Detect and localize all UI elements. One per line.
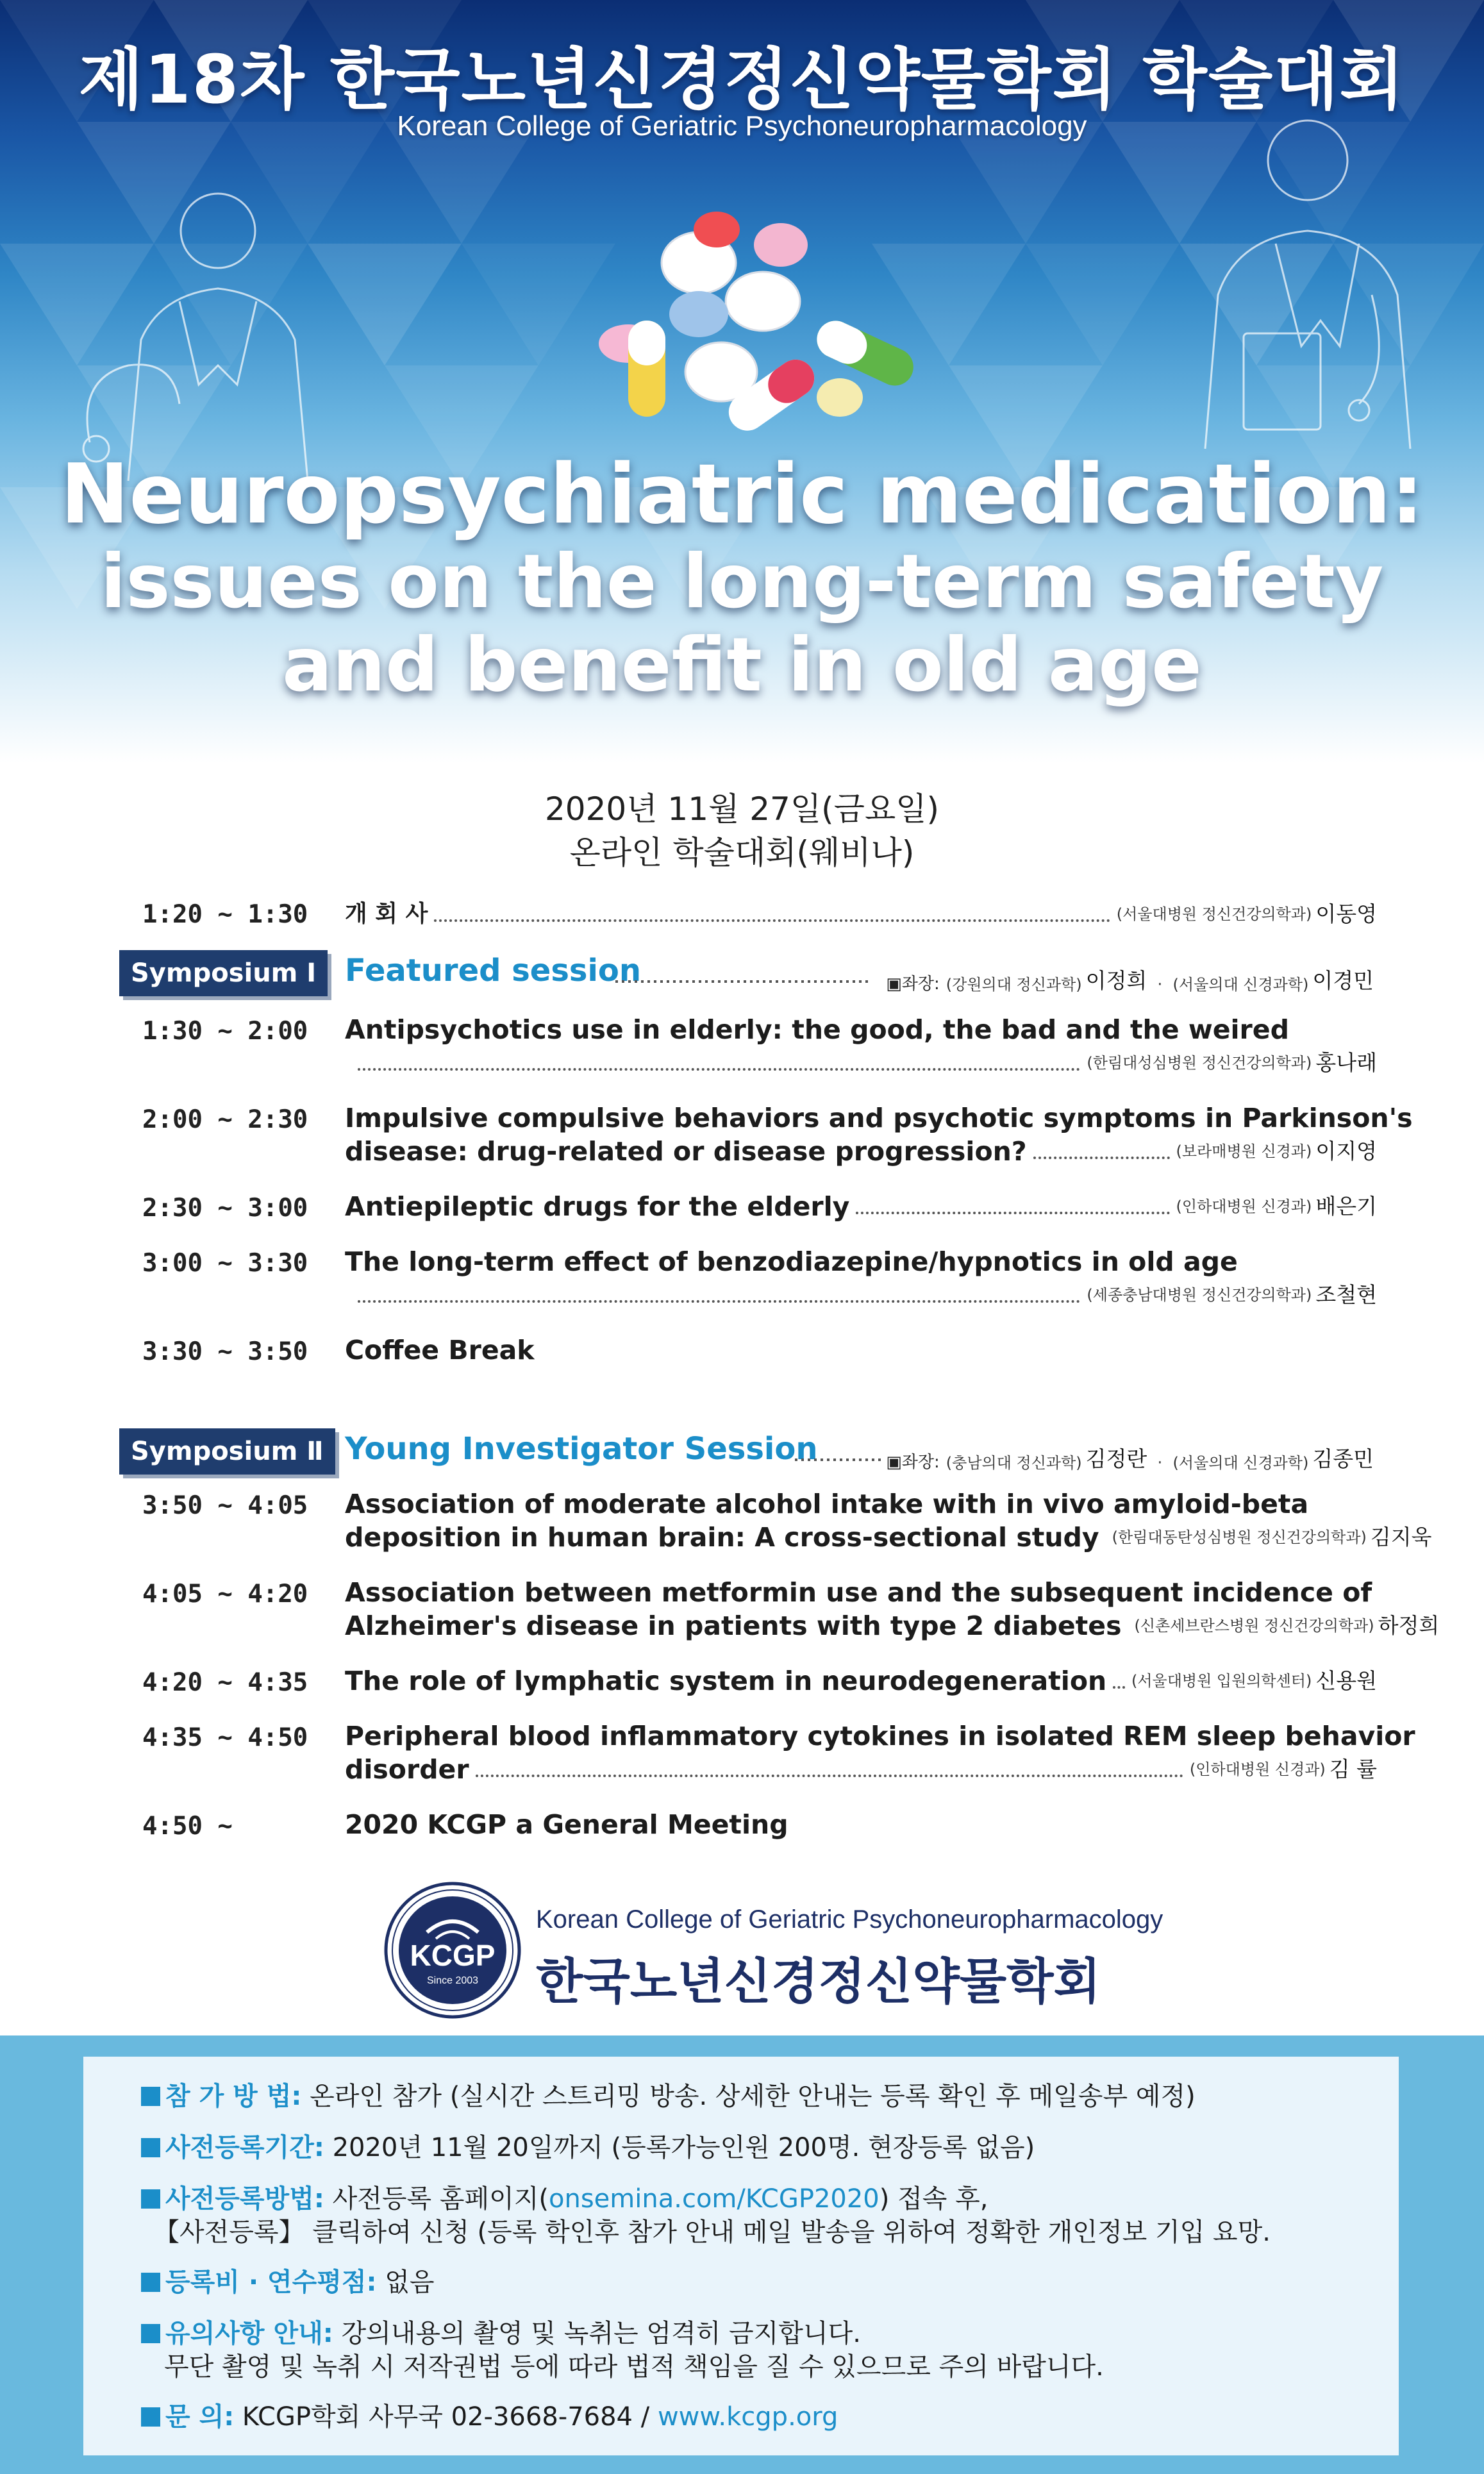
speaker-affiliation: (한림대성심병원 정신건강의학과): [1087, 1054, 1312, 1072]
speaker-name: 홍나래: [1315, 1050, 1377, 1075]
break-title: Coffee Break: [345, 1335, 535, 1366]
chair-1-affiliation: (강원의대 정신과학): [946, 976, 1082, 994]
logo-name-korean: 한국노년신경정신약물학회: [536, 1953, 1101, 2010]
info-label: 등록비 · 연수평점:: [165, 2268, 377, 2297]
registration-link[interactable]: onsemina.com/KCGP2020: [549, 2184, 880, 2214]
chair-1-name: 김정란: [1085, 1446, 1147, 1471]
session-time: 4:05 ~ 4:20: [142, 1580, 308, 1609]
speaker-name: 김지욱: [1370, 1525, 1432, 1550]
info-contact: [141, 2400, 838, 2434]
info-label: 사전등록기간:: [165, 2133, 324, 2162]
event-venue: 온라인 학술대회(웨비나): [569, 834, 915, 871]
speaker-name: 신용원: [1315, 1668, 1377, 1693]
session-time: 4:20 ~ 4:35: [142, 1668, 308, 1697]
info-value-post: ) 접속 후,: [879, 2184, 988, 2214]
bullet-square-icon: [141, 2324, 160, 2343]
symposium-1-chairs: [886, 964, 1374, 994]
speaker-name: 이지영: [1315, 1139, 1377, 1164]
talk-title: Antiepileptic drugs for the elderly: [345, 1191, 850, 1222]
doctor-line-art-right: [1167, 103, 1436, 462]
event-date: 2020년 11월 27일(금요일): [544, 790, 940, 828]
bullet-square-icon: [141, 2189, 160, 2209]
talk-title-line-2: disorder: [345, 1754, 469, 1785]
symposium-2-badge: Symposium Ⅱ: [119, 1428, 335, 1475]
session-entry: [345, 1576, 1440, 1642]
conference-title-english: Korean College of Geriatric Psychoneuropharmacology: [397, 110, 1087, 142]
talk-title-line-2: disease: drug-related or disease progression?: [345, 1136, 1027, 1167]
info-label: 참 가 방 법:: [165, 2082, 302, 2111]
bullet-square-icon: [141, 2407, 160, 2427]
session-entry: [345, 1190, 1377, 1223]
info-label: 문 의:: [165, 2402, 235, 2432]
symposium-1-title: Featured session: [345, 953, 642, 989]
speaker-name: 배은기: [1315, 1194, 1377, 1219]
talk-title: The long-term effect of benzodiazepine/hypnotics in old age: [345, 1246, 1238, 1277]
session-time: 1:20 ~ 1:30: [142, 900, 308, 929]
leader-dots: [434, 919, 1110, 922]
info-value: KCGP학회 사무국 02-3668-7684: [242, 2402, 633, 2432]
info-notice-line-2: 무단 촬영 및 녹취 시 저작권법 등에 따라 법적 책임을 질 수 있으므로 주의 바랍니다.: [164, 2352, 1104, 2382]
doctor-line-art-left: [51, 173, 321, 494]
meeting-title: 2020 KCGP a General Meeting: [345, 1809, 788, 1840]
speaker-name: 하정희: [1378, 1613, 1440, 1638]
speaker-name: 조철현: [1315, 1282, 1377, 1307]
logo-name-english: Korean College of Geriatric Psychoneuropharmacology: [536, 1905, 1163, 1934]
kcgp-logo: [382, 1880, 1163, 2021]
main-title-line-3: and benefit in old age: [282, 622, 1202, 709]
speaker-affiliation: (신촌세브란스병원 정신건강의학과): [1134, 1617, 1374, 1635]
chair-1-affiliation: (충남의대 정신과학): [946, 1454, 1082, 1472]
talk-title-line-1: Impulsive compulsive behaviors and psychotic symptoms in Parkinson's: [345, 1103, 1413, 1133]
session-entry: [345, 1487, 1432, 1554]
session-entry: [345, 1101, 1413, 1168]
info-panel: [83, 2057, 1399, 2455]
talk-title-line-1: Association between metformin use and the subsequent incidence of: [345, 1577, 1372, 1608]
chair-label: ▣좌장:: [886, 1453, 940, 1472]
main-title-line-1: Neuropsychiatric medication:: [60, 447, 1424, 542]
chair-2-name: 이경민: [1312, 968, 1374, 993]
session-time: 2:00 ~ 2:30: [142, 1105, 308, 1134]
bullet-square-icon: [141, 2273, 160, 2292]
session-title: 개 회 사: [345, 901, 428, 927]
speaker-affiliation: (서울대병원 정신건강의학과): [1116, 905, 1312, 923]
speaker-affiliation: (인하대병원 신경과): [1176, 1198, 1312, 1216]
info-value: 2020년 11월 20일까지 (등록가능인원 200명. 현장등록 없음): [332, 2133, 1035, 2162]
session-entry: [345, 1245, 1377, 1312]
contact-separator: /: [640, 2402, 650, 2432]
chair-separator: ·: [1157, 975, 1163, 994]
emblem-since: Since 2003: [426, 1975, 479, 1986]
talk-title-line-1: Association of moderate alcohol intake with in vivo amyloid-beta: [345, 1489, 1309, 1519]
talk-title-line-2: deposition in human brain: A cross-sectional study: [345, 1522, 1099, 1553]
speaker-name: 김 률: [1329, 1757, 1377, 1782]
session-time: 2:30 ~ 3:00: [142, 1194, 308, 1223]
session-time: 3:00 ~ 3:30: [142, 1249, 308, 1278]
talk-title: The role of lymphatic system in neurodegeneration: [345, 1666, 1107, 1696]
info-preregistration-period: [141, 2131, 1035, 2164]
chair-2-affiliation: (서울의대 신경과학): [1172, 1454, 1309, 1472]
info-value: 온라인 참가 (실시간 스트리밍 방송. 상세한 안내는 등록 확인 후 메일송부 예정): [310, 2082, 1196, 2111]
leader-dots: [358, 1068, 1080, 1071]
chair-separator: ·: [1157, 1453, 1163, 1473]
session-entry: [345, 1013, 1377, 1080]
info-value: 없음: [385, 2268, 435, 2297]
symposium-1-badge: Symposium Ⅰ: [119, 950, 328, 996]
info-fee: [141, 2266, 435, 2299]
speaker-affiliation: (인하대병원 신경과): [1189, 1760, 1326, 1778]
kcgp-emblem: [382, 1880, 523, 2021]
info-value-pre: 사전등록 홈페이지(: [332, 2184, 549, 2214]
session-time: 3:30 ~ 3:50: [142, 1337, 308, 1366]
chair-label: ▣좌장:: [886, 974, 940, 994]
speaker-affiliation: (세종충남대병원 정신건강의학과): [1087, 1286, 1312, 1304]
info-label: 유의사항 안내:: [165, 2319, 333, 2348]
session-time: 4:35 ~ 4:50: [142, 1723, 308, 1752]
website-link[interactable]: www.kcgp.org: [657, 2402, 838, 2432]
info-participation: [141, 2080, 1196, 2113]
leader-dots: [476, 1775, 1183, 1777]
session-time: 1:30 ~ 2:00: [142, 1017, 308, 1046]
session-entry: [345, 1333, 1377, 1367]
chair-2-name: 김종민: [1312, 1446, 1374, 1471]
session-time: 4:50 ~: [142, 1812, 233, 1841]
leader-dots: [1033, 1157, 1170, 1159]
pills-illustration: [564, 205, 949, 449]
speaker-affiliation: (서울대병원 입원의학센터): [1131, 1672, 1312, 1690]
hero-banner: [0, 0, 1484, 763]
bullet-square-icon: [141, 2087, 160, 2106]
session-entry: [345, 1808, 1377, 1841]
talk-title-line-2: Alzheimer's disease in patients with type 2 diabetes: [345, 1610, 1122, 1641]
bullet-square-icon: [141, 2138, 160, 2157]
speaker-affiliation: (한림대동탄성심병원 정신건강의학과): [1112, 1528, 1367, 1546]
talk-title: Antipsychotics use in elderly: the good, the bad and the weired: [345, 1014, 1289, 1045]
main-title: [0, 449, 1484, 707]
session-entry: [345, 1719, 1415, 1786]
info-value: 강의내용의 촬영 및 녹취는 엄격히 금지합니다.: [341, 2319, 861, 2348]
emblem-text: KCGP: [410, 1939, 496, 1972]
leader-dots: [1113, 1686, 1125, 1689]
leader-dots: [856, 1212, 1169, 1214]
session-entry: [345, 1664, 1377, 1698]
chair-2-affiliation: (서울의대 신경과학): [1172, 976, 1309, 994]
info-preregistration-method-line-2: 【사전등록】 클릭하여 신청 (등록 학인후 참가 안내 메일 발송을 위하여 정확한 개인정보 기입 요망.: [154, 2218, 1271, 2247]
info-notice: [141, 2317, 861, 2350]
leader-dots: [358, 1300, 1080, 1303]
symposium-1-title-dots: [615, 980, 872, 983]
main-title-line-2: issues on the long-term safety: [100, 539, 1384, 626]
info-label: 사전등록방법:: [165, 2184, 324, 2214]
speaker-affiliation: (보라매병원 신경과): [1176, 1142, 1312, 1160]
chair-1-name: 이정희: [1085, 968, 1147, 993]
talk-title-line-1: Peripheral blood inflammatory cytokines in isolated REM sleep behavior: [345, 1721, 1415, 1751]
session-time: 3:50 ~ 4:05: [142, 1491, 308, 1520]
session-entry: [345, 898, 1377, 931]
symposium-2-chairs: [886, 1442, 1374, 1473]
symposium-2-title-dots: [795, 1458, 885, 1462]
info-preregistration-method: [141, 2182, 988, 2216]
conference-title-korean: 제18차 한국노년신경정신약물학회 학술대회: [78, 40, 1406, 119]
speaker-name: 이동영: [1315, 901, 1377, 926]
symposium-2-title: Young Investigator Session: [345, 1431, 818, 1467]
